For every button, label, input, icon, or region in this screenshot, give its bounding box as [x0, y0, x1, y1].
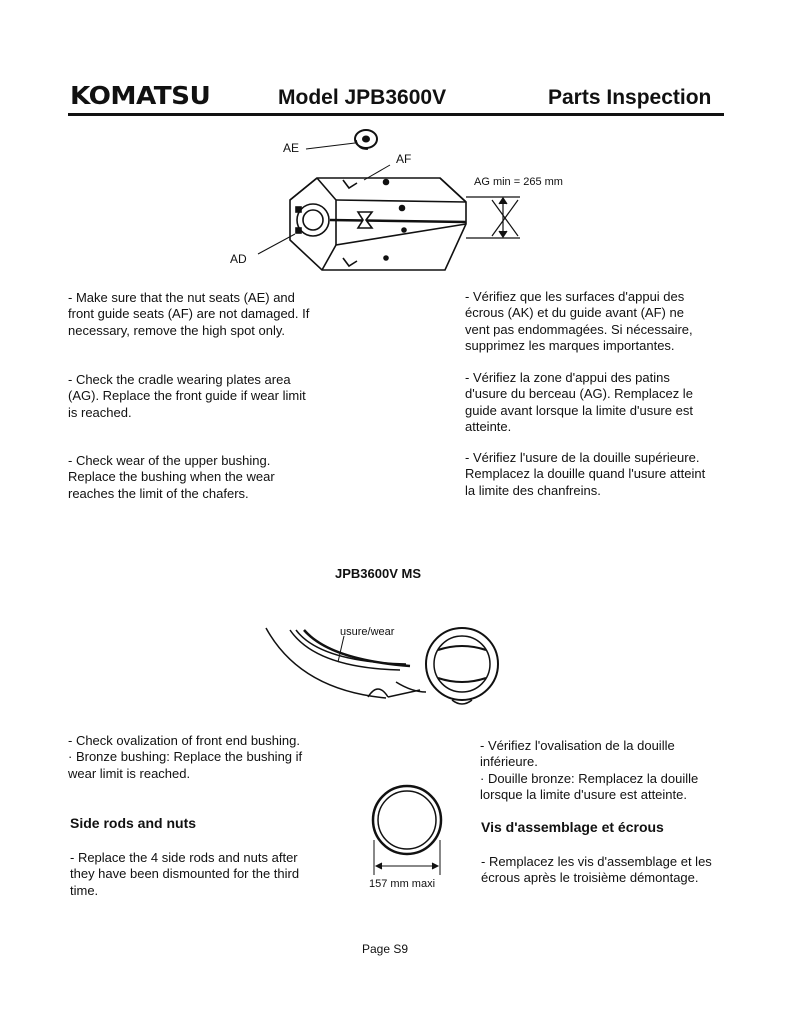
side-rods-heading-fr: Vis d'assemblage et écrous — [481, 819, 664, 835]
model-title: Model JPB3600V — [278, 86, 447, 109]
section-title: Parts Inspection — [548, 86, 712, 109]
block3-french: - Vérifiez l'usure de la douille supérieure. Remplacez la douille quand l'usure atteint la limite des chanfreins. — [465, 450, 706, 498]
label-ag-min: AG min = 265 mm — [474, 176, 563, 188]
label-wear: usure/wear — [340, 626, 395, 638]
label-af: AF — [396, 152, 412, 166]
model-ms-heading: JPB3600V MS — [335, 566, 421, 581]
side-rods-french: - Remplacez les vis d'assemblage et les écrous après le troisième démontage. — [481, 854, 712, 886]
page-number: Page S9 — [362, 942, 409, 956]
block4-english: - Check ovalization of front end bushing. · Bronze bushing: Replace the bushing if wear limit is reached. — [68, 733, 303, 781]
komatsu-logo: KOMATSU — [70, 81, 211, 110]
block1-english: - Make sure that the nut seats (AE) and front guide seats (AF) are not damaged. If necessary, remove the high spot only. — [68, 290, 310, 338]
label-ad: AD — [230, 252, 247, 266]
block2-french: - Vérifiez la zone d'appui des patins d'usure du berceau (AG). Remplacez le guide avant lorsque la limite d'usure est atteinte. — [465, 370, 693, 435]
label-ae: AE — [283, 141, 300, 155]
side-rods-heading-en: Side rods and nuts — [70, 815, 197, 831]
block1-french: - Vérifiez que les surfaces d'appui des écrous (AK) et du guide avant (AF) ne vent pas endommagées. Si nécessaire, supprimez les marques importantes. — [465, 289, 693, 354]
label-157mm: 157 mm maxi — [369, 878, 436, 890]
side-rods-english: - Replace the 4 side rods and nuts after they have been dismounted for the third time. — [70, 850, 300, 898]
block4-french: - Vérifiez l'ovalisation de la douille inférieure. · Douille bronze: Remplacez la douille lorsque la limite d'usure est atteinte. — [480, 738, 699, 803]
block2-english: - Check the cradle wearing plates area (AG). Replace the front guide if wear limit is reached. — [68, 372, 306, 420]
block3-english: - Check wear of the upper bushing. Replace the bushing when the wear reaches the limit of the chafers. — [68, 453, 275, 501]
